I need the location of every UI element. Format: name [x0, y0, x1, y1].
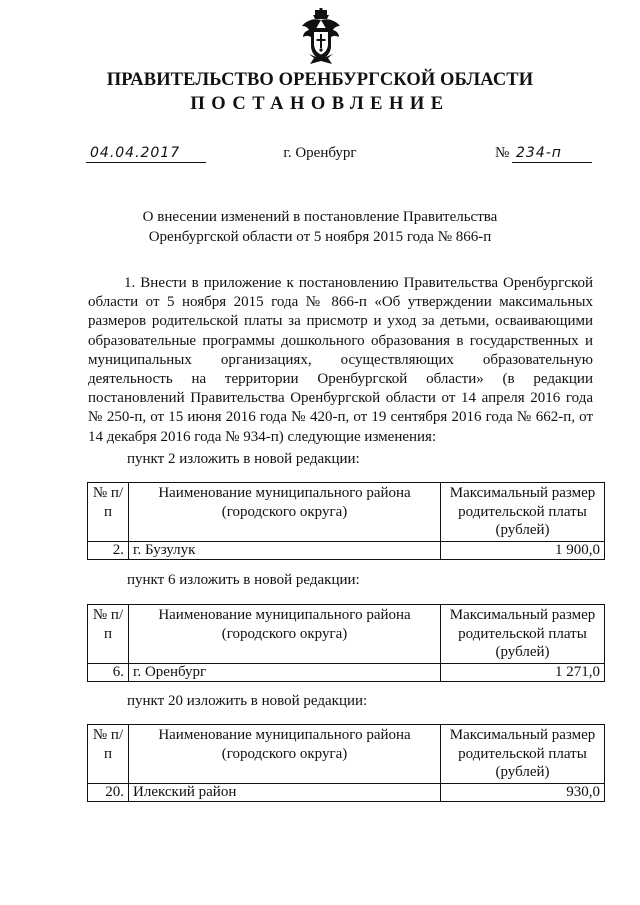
- header-value: Максимальный размер родительской платы (рублей): [441, 605, 605, 664]
- header-value: Максимальный размер родительской платы (рублей): [441, 483, 605, 542]
- government-title: ПРАВИТЕЛЬСТВО ОРЕНБУРГСКОЙ ОБЛАСТИ: [106, 70, 534, 90]
- document-type: ПОСТАНОВЛЕНИЕ: [190, 94, 450, 114]
- header-num: № п/п: [88, 483, 129, 542]
- table-row: [88, 663, 605, 681]
- table-row: [88, 783, 605, 801]
- document-date: 04.04.2017: [86, 145, 206, 163]
- row-name: г. Оренбург: [129, 663, 441, 681]
- table-header-row: [88, 483, 605, 542]
- document-number: 234-п: [512, 145, 592, 163]
- row-name: Илекский район: [129, 783, 441, 801]
- section-intro-1: пункт 2 изложить в новой редакции:: [127, 451, 360, 467]
- subject-line-2: Оренбургской области от 5 ноября 2015 года № 866-п: [148, 229, 492, 245]
- header-num: № п/п: [88, 605, 129, 664]
- header-name: Наименование муниципального района (городского округа): [129, 483, 441, 542]
- paragraph-1: 1. Внести в приложение к постановлению Правительства Оренбургской области от 5 ноября 2015 года № 866-п «Об утверждении максимальных размеров родительской платы за присмотр и уход за детьми, осваивающими образовательные программы дошкольного образования в государственных и муниципальных организациях, осуществляющих образовательную деятельность на территории Оренбургской области» (в редакции постановлений Правительства Оренбургской области от 14 апреля 2016 года № 250-п, от 15 июня 2016 года № 420-п, от 19 сентября 2016 года № 662-п, от 14 декабря 2016 года № 934-п) следующие изменения:: [88, 275, 593, 445]
- table-row: [88, 541, 605, 559]
- table-header-row: [88, 725, 605, 784]
- table-1: [87, 482, 605, 560]
- row-num: 20.: [88, 783, 129, 801]
- table-2: [87, 604, 605, 682]
- row-value: 1 900,0: [441, 541, 605, 559]
- document-number-prefix: №: [495, 145, 510, 161]
- row-num: 2.: [88, 541, 129, 559]
- document-city: г. Оренбург: [283, 145, 357, 161]
- header-value: Максимальный размер родительской платы (рублей): [441, 725, 605, 784]
- table-header-row: [88, 605, 605, 664]
- row-value: 1 271,0: [441, 663, 605, 681]
- coat-of-arms-icon: [300, 8, 342, 66]
- subject-line-1: О внесении изменений в постановление Правительства: [142, 209, 498, 225]
- header-num: № п/п: [88, 725, 129, 784]
- document-subject: [0, 207, 640, 247]
- header-name: Наименование муниципального района (городского округа): [129, 725, 441, 784]
- header-name: Наименование муниципального района (городского округа): [129, 605, 441, 664]
- section-intro-3: пункт 20 изложить в новой редакции:: [127, 693, 368, 709]
- row-value: 930,0: [441, 783, 605, 801]
- section-intro-2: пункт 6 изложить в новой редакции:: [127, 572, 360, 588]
- row-name: г. Бузулук: [129, 541, 441, 559]
- table-3: [87, 724, 605, 802]
- row-num: 6.: [88, 663, 129, 681]
